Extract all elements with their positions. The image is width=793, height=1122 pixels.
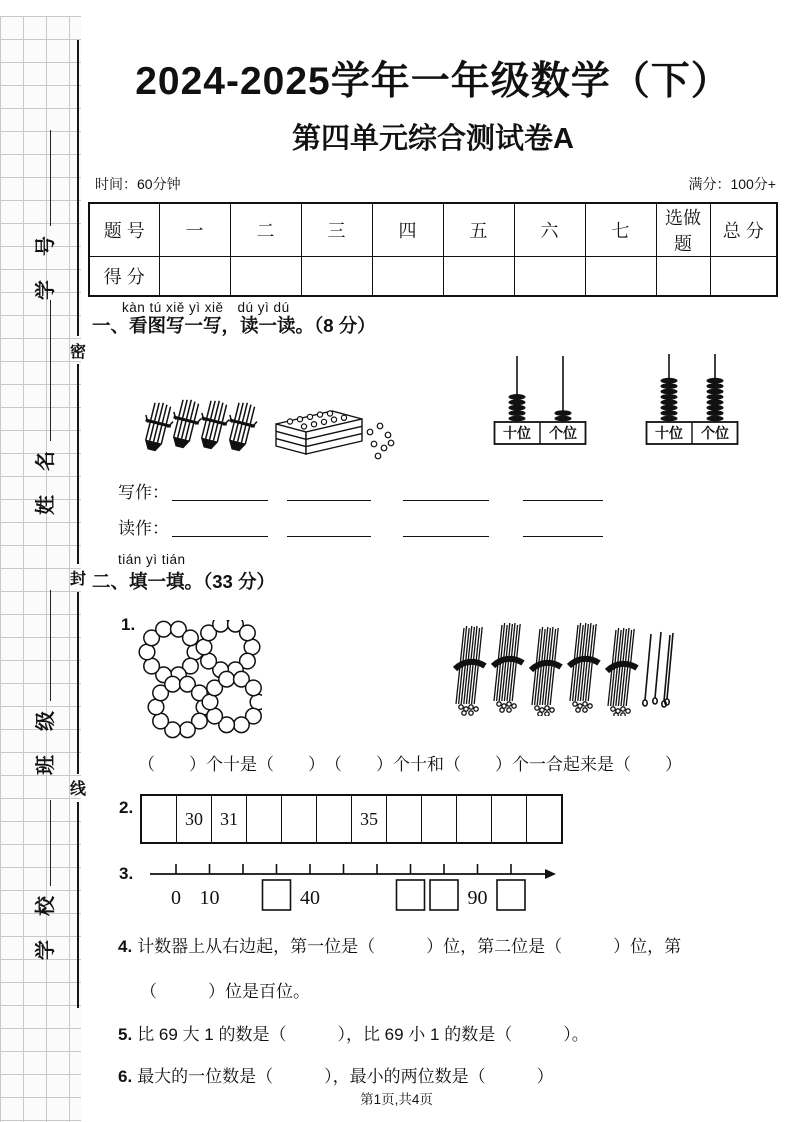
strip-cell: [247, 796, 282, 842]
student-id-label: 学 号: [34, 234, 57, 300]
strip-cell: 31: [212, 796, 247, 842]
strip-cell: [142, 796, 177, 842]
score-header-cell: 选做题: [656, 203, 710, 257]
score-cell: [585, 257, 656, 297]
section1-pinyin: kàn tú xiě yì xiě dú yì dú: [122, 300, 290, 315]
place-value-counter-1: [493, 354, 588, 446]
number-line-tick-label: 0: [171, 887, 181, 909]
score-header-cell: 二: [230, 203, 301, 257]
class-label: 班 级: [34, 709, 57, 775]
score-cell: [443, 257, 514, 297]
write-answer-blank: [287, 499, 371, 501]
read-as-label: 读作：: [118, 519, 169, 538]
stick-bundles-and-loose-sticks-illustration: [448, 620, 674, 716]
place-value-counter-2: [645, 352, 740, 446]
seal-line-segment: [77, 40, 79, 336]
strip-cell: [457, 796, 492, 842]
ones-place-label: 个位: [549, 425, 577, 441]
bead-rings-illustration: [138, 620, 262, 740]
question4-line1: [118, 932, 681, 957]
score-cell: [230, 257, 301, 297]
name-label: 姓 名: [34, 449, 57, 515]
base-ten-block-illustration: [270, 402, 395, 462]
read-answer-blank: [172, 535, 268, 537]
page-subtitle: 第四单元综合测试卷A: [292, 123, 574, 155]
question1-number: 1.: [121, 615, 136, 634]
strip-cell: 35: [352, 796, 387, 842]
score-cell: [159, 257, 230, 297]
score-header-cell: 题 号: [89, 203, 159, 257]
score-table: [88, 202, 778, 297]
strip-cell: 30: [177, 796, 212, 842]
score-cell: [301, 257, 372, 297]
score-table-header-row: [89, 203, 777, 257]
seal-line-segment: [77, 592, 79, 774]
score-cell: [656, 257, 710, 297]
question6-number: 6.: [118, 1067, 133, 1086]
number-line: [148, 860, 560, 916]
question4-line2: [140, 977, 310, 1002]
write-answer-blank: [403, 499, 489, 501]
name-field: [30, 300, 56, 515]
name-blank-line: [35, 300, 50, 441]
time-limit-label: 时间：60分钟: [95, 176, 181, 192]
section2-pinyin: tián yì tián: [118, 552, 186, 567]
strip-cell: [527, 796, 561, 842]
full-score-label: 满分：100分+: [688, 176, 776, 192]
strip-cell: [492, 796, 527, 842]
read-answer-blank: [403, 535, 489, 537]
class-blank-line: [35, 590, 50, 701]
ones-place-label: 个位: [701, 425, 729, 441]
question4-number: 4.: [118, 937, 133, 956]
tens-place-label: 十位: [503, 425, 531, 441]
seal-line-segment: [77, 364, 79, 564]
score-header-cell: 三: [301, 203, 372, 257]
stick-bundles-illustration: [138, 396, 262, 460]
number-line-tick-label: 10: [199, 887, 220, 909]
school-field: [30, 800, 56, 960]
seal-line-segment: [77, 802, 79, 1008]
number-line-tick-label: 40: [300, 887, 320, 909]
school-blank-line: [35, 800, 50, 886]
question3-number: 3.: [119, 864, 134, 883]
question6-line: [118, 1062, 554, 1087]
write-answer-blank: [523, 499, 603, 501]
question1-answer-line: （ ）个十是（ ） （ ）个十和（ ）个一合起来是（ ）: [138, 755, 682, 774]
number-line-answer-box: [430, 880, 458, 910]
number-line-tick-label: 90: [467, 887, 488, 909]
number-line-answer-box: [497, 880, 525, 910]
school-label: 学 校: [34, 894, 57, 960]
number-sequence-strip: [140, 794, 563, 844]
score-table-score-row: [89, 257, 777, 297]
strip-cell: [317, 796, 352, 842]
score-header-cell: 总 分: [710, 203, 777, 257]
strip-cell: [282, 796, 317, 842]
question5-text: 比 69 大 1 的数是（ ），比 69 小 1 的数是（ ）。: [137, 1025, 589, 1044]
score-header-cell: 七: [585, 203, 656, 257]
seal-char-feng: 封: [69, 571, 86, 588]
score-header-cell: 四: [372, 203, 443, 257]
class-field: [30, 590, 56, 775]
student-id-field: [30, 130, 56, 300]
score-cell: [710, 257, 777, 297]
question6-text: 最大的一位数是（ ），最小的两位数是（ ）: [137, 1067, 554, 1086]
section2-heading: 二、填一填。（33 分）: [92, 571, 275, 592]
page-number-footer: 第1页,共4页: [360, 1092, 433, 1107]
read-answer-blank: [287, 535, 371, 537]
strip-cell: [422, 796, 457, 842]
seal-char-xian: 线: [69, 781, 86, 798]
score-cell: [514, 257, 585, 297]
score-row-label: 得 分: [89, 257, 159, 297]
number-line-answer-box: [397, 880, 425, 910]
score-header-cell: 六: [514, 203, 585, 257]
question4-text1: 计数器上从右边起，第一位是（ ）位，第二位是（ ）位，第: [137, 937, 682, 956]
question5-number: 5.: [118, 1025, 133, 1044]
question4-text2: （ ）位是百位。: [140, 982, 310, 1001]
score-header-cell: 一: [159, 203, 230, 257]
write-answer-blank: [172, 499, 268, 501]
write-as-label: 写作：: [118, 483, 169, 502]
seal-char-mi: 密: [69, 344, 86, 361]
question2-number: 2.: [119, 798, 134, 817]
student-id-blank-line: [35, 130, 50, 226]
question5-line: [118, 1020, 589, 1045]
tens-place-label: 十位: [655, 425, 683, 441]
section1-heading: 一、看图写一写，读一读。（8 分）: [92, 315, 376, 336]
page-title: 2024-2025学年一年级数学（下）: [135, 60, 731, 103]
strip-cell: [387, 796, 422, 842]
number-line-answer-box: [263, 880, 291, 910]
score-cell: [372, 257, 443, 297]
read-answer-blank: [523, 535, 603, 537]
score-header-cell: 五: [443, 203, 514, 257]
